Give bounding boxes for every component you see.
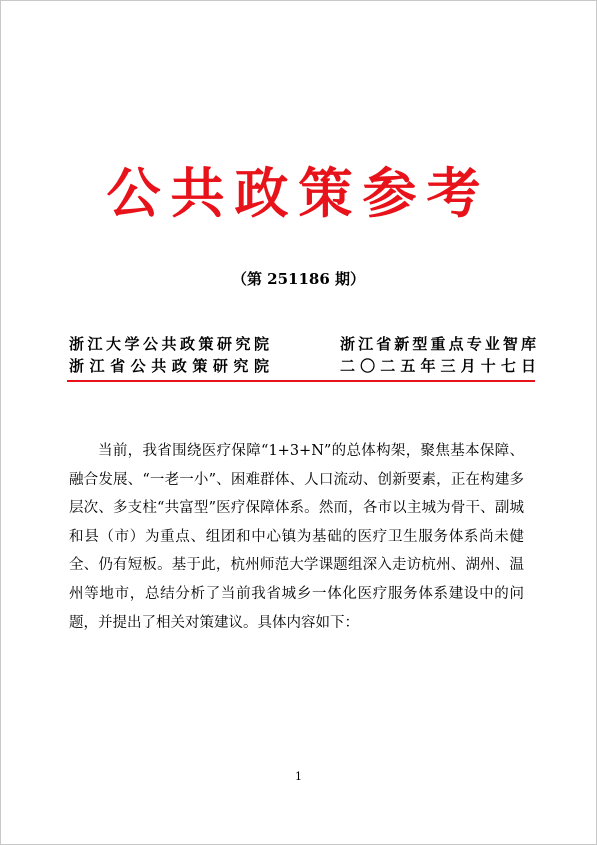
body-paragraph: 当前，我省围绕医疗保障“1+3+N”的总体构架，聚焦基本保障、融合发展、“一老一小”、困难群体、人口流动、创新要素，正在构建多层次、多支柱“共富型”医疗保障体系。然而，各市以主城为骨干、副城和县（市）为重点、组团和中心镇为基础的医疗卫生服务体系尚未健全、仍有短板。基于此，杭州师范大学课题组深入走访杭州、湖州、温州等地市，总结分析了当前我省城乡一体化医疗服务体系建设中的问题，并提出了相关对策建议。具体内容如下： — [69, 443, 524, 631]
publisher-name-2: 浙江省公共政策研究院 — [69, 357, 269, 375]
masthead-title: 公共政策参考 — [106, 162, 491, 225]
page-number: 1 — [295, 770, 302, 783]
think-tank-label: 浙江省新型重点专业智库 — [340, 335, 536, 353]
publisher-name-1: 浙江大学公共政策研究院 — [69, 335, 269, 353]
header-divider — [67, 380, 535, 382]
header-row-1 — [69, 334, 536, 354]
issue-number: （第 251186 期） — [231, 270, 366, 288]
publish-date: 二〇二五年三月十七日 — [340, 357, 536, 375]
header-row-2 — [69, 356, 536, 376]
